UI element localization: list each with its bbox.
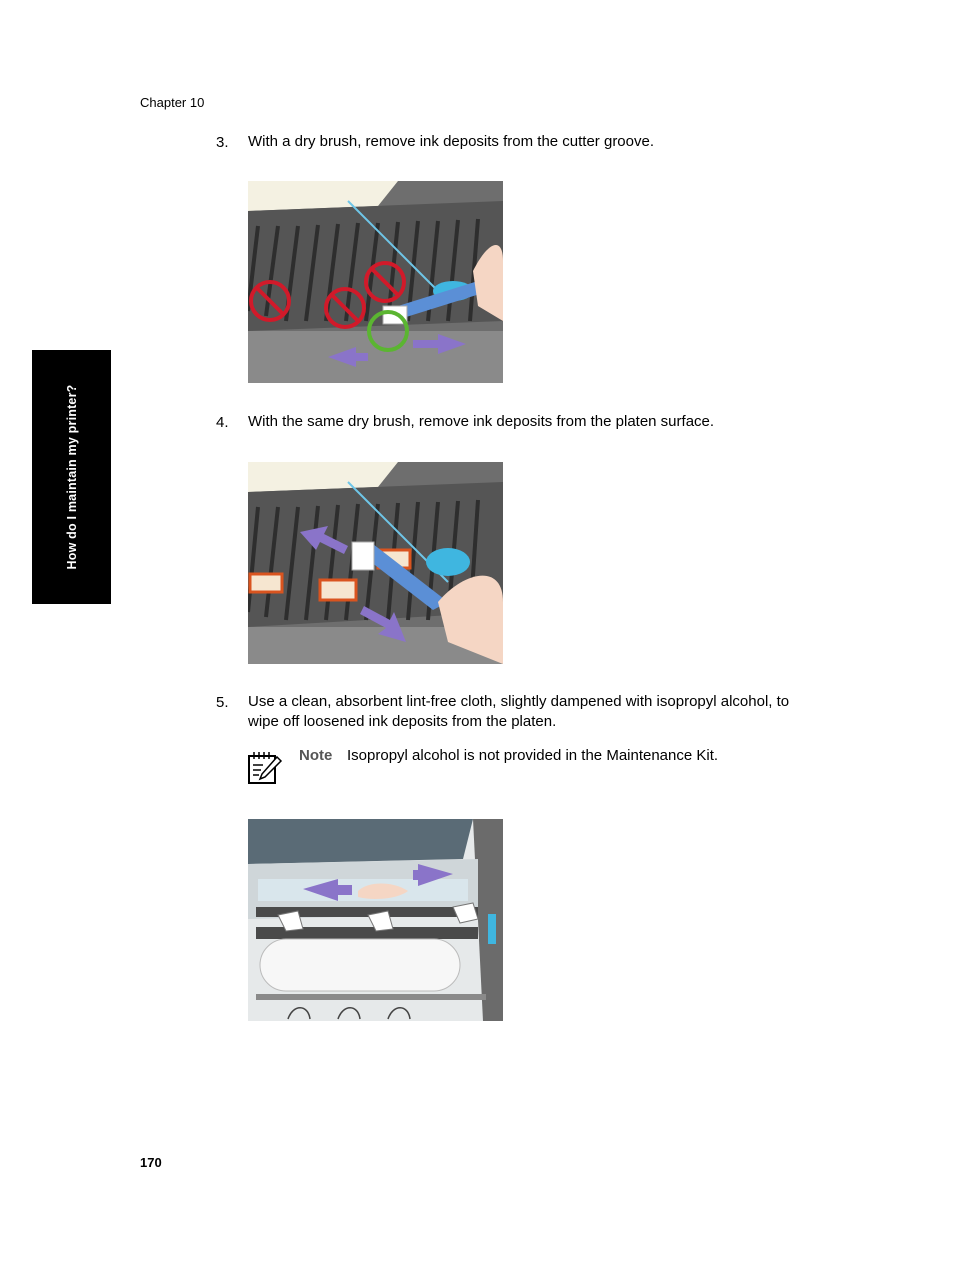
page-number: 170 bbox=[140, 1155, 162, 1170]
step-4-text: With the same dry brush, remove ink deposits from the platen surface. bbox=[248, 413, 715, 430]
figure-platen-surface bbox=[248, 462, 503, 664]
step-3-number: 3. bbox=[216, 134, 229, 151]
side-tab bbox=[32, 350, 111, 604]
step-5-text-line2: wipe off loosened ink deposits from the platen. bbox=[248, 713, 557, 730]
platen-surface-illustration bbox=[248, 462, 503, 664]
step-4-number: 4. bbox=[216, 414, 229, 431]
note-text: Isopropyl alcohol is not provided in the Maintenance Kit. bbox=[347, 747, 719, 764]
figure-wipe-platen bbox=[248, 819, 503, 1021]
wipe-platen-illustration bbox=[248, 819, 503, 1021]
step-5-number: 5. bbox=[216, 694, 229, 711]
note-pencil-icon bbox=[247, 749, 283, 785]
note-label: Note bbox=[299, 747, 333, 764]
chapter-label: Chapter 10 bbox=[140, 95, 205, 110]
step-3-text: With a dry brush, remove ink deposits from the cutter groove. bbox=[248, 133, 655, 150]
side-tab-label: How do I maintain my printer? bbox=[64, 384, 79, 570]
step-5-text-line1: Use a clean, absorbent lint-free cloth, slightly dampened with isopropyl alcohol, to bbox=[248, 693, 790, 710]
figure-cutter-groove bbox=[248, 181, 503, 383]
cutter-groove-illustration bbox=[248, 181, 503, 383]
